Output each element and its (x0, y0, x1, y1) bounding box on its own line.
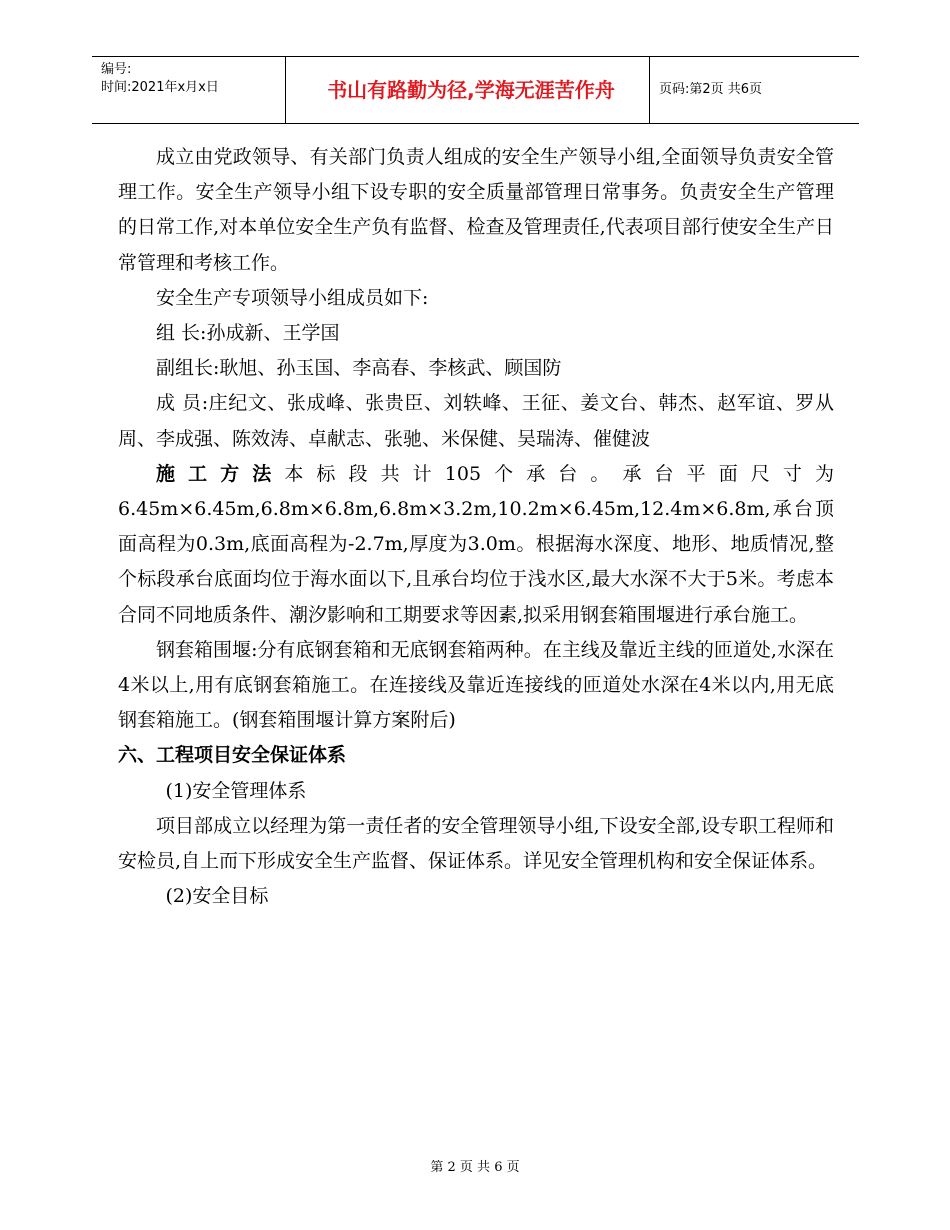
paragraph: 成立由党政领导、有关部门负责人组成的安全生产领导小组,全面领导负责安全管理工作。安全生产领导小组下设专职的安全质量部管理日常事务。负责安全生产管理的日常工作,对本单位安全生产负有监督、检查及管理责任,代表项目部行使安全生产日常管理和考核工作。 (118, 146, 834, 274)
header-motto: 书山有路勤为径,学海无涯苦作舟 (327, 78, 615, 102)
page-footer: 第 2 页 共 6 页 (430, 1160, 520, 1175)
number-label: 编号: (101, 62, 132, 77)
page-header (92, 56, 859, 124)
section-heading: 六、工程项目安全保证体系 (118, 744, 347, 767)
document-body (118, 140, 834, 914)
subheading: (1)安全管理体系 (165, 779, 307, 802)
paragraph: 安全生产专项领导小组成员如下: (156, 286, 429, 309)
paragraph (118, 457, 834, 633)
header-meta (101, 61, 219, 97)
paragraph-text: 本标段共计105个承台。承台平面尺寸为6.45m×6.45m,6.8m×6.8m,6.8m×3.2m,10.2m×6.45m,12.4m×6.8m,承台顶面高程为0.3m,底面高程为-2.7m,厚度为3.0m。根据海水深度、地形、地质情况,整个标段承台底面均位于海水面以下,且承台均位于浅水区,最大水深不大于5米。考虑本合同不同地质条件、潮汐影响和工期要求等因素,拟采用钢套箱围堰进行承台施工。 (118, 462, 834, 626)
paragraph: 钢套箱围堰:分有底钢套箱和无底钢套箱两种。在主线及靠近主线的匝道处,水深在4米以上,用有底钢套箱施工。在连接线及靠近连接线的匝道处水深在4米以内,用无底钢套箱施工。(钢套箱围堰计算方案附后) (118, 638, 834, 732)
header-divider (649, 57, 650, 123)
header-page-info: 页码:第2页 共6页 (659, 82, 763, 97)
bold-lead: 施工方法 (156, 462, 285, 485)
paragraph: 副组长:耿旭、孙玉国、李高春、李核武、顾国防 (156, 357, 562, 380)
header-divider (285, 57, 286, 123)
paragraph: 成 员:庄纪文、张成峰、张贵臣、刘轶峰、王征、姜文台、韩杰、赵军谊、罗从周、李成强、陈效涛、卓献志、张驰、米保健、吴瑞涛、催健波 (118, 392, 834, 450)
paragraph: 组 长:孙成新、王学国 (156, 322, 340, 345)
subheading: (2)安全目标 (165, 885, 269, 908)
time-label: 时间:2021年x月x日 (101, 80, 219, 95)
paragraph: 项目部成立以经理为第一责任者的安全管理领导小组,下设安全部,设专职工程师和安检员,自上而下形成安全生产监督、保证体系。详见安全管理机构和安全保证体系。 (118, 814, 834, 873)
